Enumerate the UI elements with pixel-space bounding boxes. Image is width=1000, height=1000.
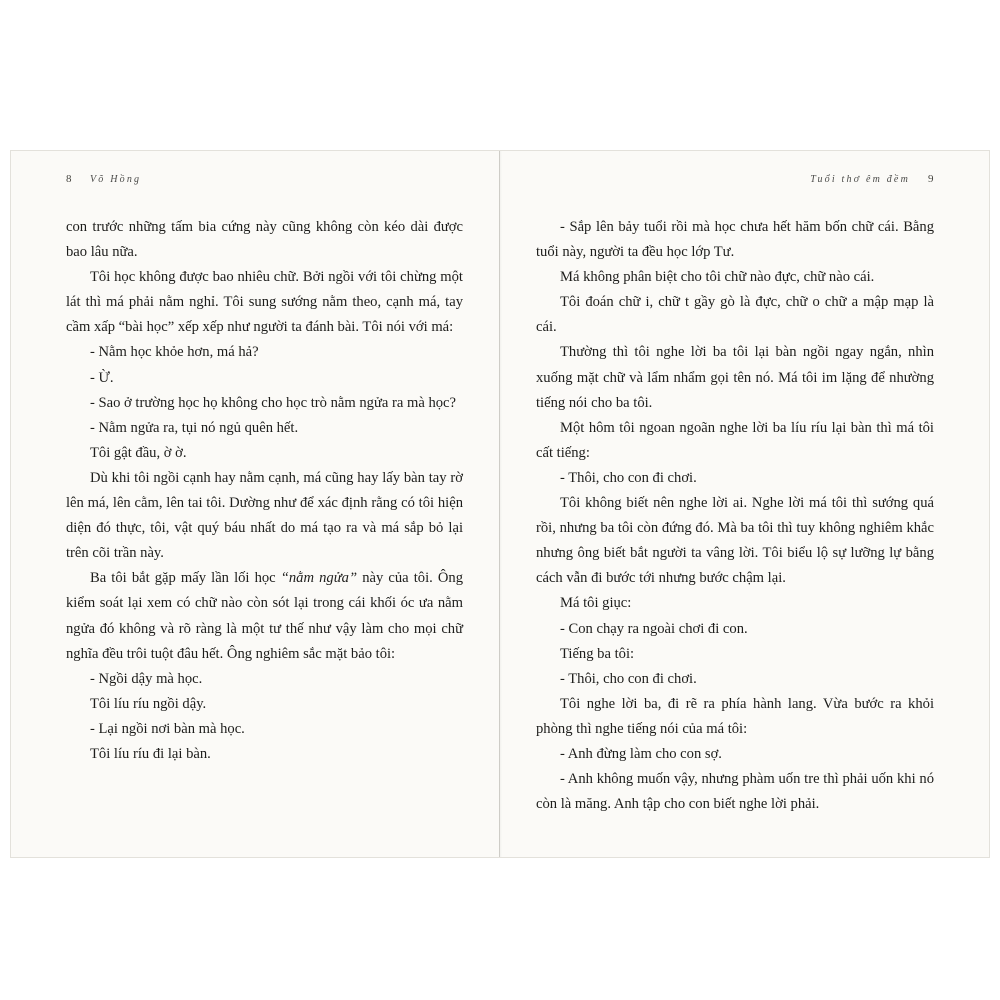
paragraph: Tiếng ba tôi: [560,645,635,662]
paragraph: Một hôm tôi ngoan ngoãn nghe lời ba líu ríu lại bàn thì má tôi cất tiếng: [536,419,934,461]
paragraph: Thường thì tôi nghe lời ba tôi lại bàn ngồi ngay ngắn, nhìn xuống mặt chữ và lẩm nhẩm gọi tên nó. Má tôi im lặng để nhường tiếng nói cho ba tôi. [536,344,934,411]
paragraph: Tôi gật đầu, ờ ờ. [90,444,187,461]
right-page-body [536,215,934,817]
paragraph: - Ừ. [90,369,114,386]
paragraph: - Sao ở trường học họ không cho học trò nằm ngửa ra mà học? [90,394,457,411]
paragraph: - Sắp lên bảy tuổi rồi mà học chưa hết hăm bốn chữ cái. Bằng tuổi này, người ta đều học lớp Tư. [536,219,934,261]
right-page [500,151,989,857]
paragraph: - Con chạy ra ngoài chơi đi con. [560,620,748,637]
paragraph: Tôi líu ríu đi lại bàn. [90,745,211,762]
paragraph: Tôi không biết nên nghe lời ai. Nghe lời má tôi thì sướng quá rồi, nhưng ba tôi còn đứng đó. Mà ba tôi thì tuy không nghiêm khắc nhưng ông biết bắt người ta vâng lời. Tôi biểu lộ sự lưỡng lự bằng cách vẫn đi bước tới nhưng bước chậm lại. [536,495,934,587]
paragraph: Tôi đoán chữ i, chữ t gầy gò là đực, chữ o chữ a mập mạp là cái. [536,294,934,336]
paragraph: - Lại ngồi nơi bàn mà học. [90,720,245,737]
left-page-header [66,173,463,199]
paragraph: - Anh đừng làm cho con sợ. [560,745,722,762]
right-page-folio: 9 [928,173,934,185]
paragraph: Tôi líu ríu ngồi dậy. [90,695,207,712]
paragraph: - Ngồi dậy mà học. [90,670,203,687]
paragraph: con trước những tấm bia cứng này cũng không còn kéo dài được bao lâu nữa. [66,219,463,261]
paragraph: - Thôi, cho con đi chơi. [560,670,697,687]
left-page-body [66,215,463,767]
paragraph: Dù khi tôi ngồi cạnh hay nằm cạnh, má cũng hay lấy bàn tay rờ lên má, lên cằm, lên tai tôi. Dường như để xác định rằng có tôi hiện diện đó thực, tôi, vật quý báu nhất do má tạo ra và má sắp bỏ lại trên cõi trần này. [66,469,463,562]
paragraph: Ba tôi bắt gặp mấy lần lối học “nằm ngửa” này của tôi. Ông kiểm soát lại xem có chữ nào còn sót lại trong cái khối óc ưa nằm ngửa đó không và rõ ràng là một tư thế như vậy làm cho mọi chữ nghĩa đều trôi tuột đâu hết. Ông nghiêm sắc mặt bảo tôi: [66,570,464,662]
left-page-running-head: Võ Hồng [90,174,142,185]
paragraph: Má tôi giục: [560,595,632,612]
paragraph: Tôi học không được bao nhiêu chữ. Bởi ngồi với tôi chừng một lát thì má phải nằm nghỉ. Tôi sung sướng nằm theo, cạnh má, tay cầm xấp “bài học” xếp xếp như người ta đánh bài. Tôi nói với má: [66,269,463,336]
paragraph: - Anh không muốn vậy, nhưng phàm uốn tre thì phải uốn khi nó còn là măng. Anh tập cho con biết nghe lời phải. [536,771,934,813]
paragraph: - Nằm ngửa ra, tụi nó ngủ quên hết. [90,419,299,436]
left-page-folio: 8 [66,173,72,185]
book-spread [10,150,990,858]
paragraph: Má không phân biệt cho tôi chữ nào đực, chữ nào cái. [560,269,875,286]
left-page [11,151,500,857]
paragraph: Tôi nghe lời ba, đi rẽ ra phía hành lang. Vừa bước ra khỏi phòng thì nghe tiếng nói của má tôi: [536,695,934,737]
paragraph: - Nằm học khỏe hơn, má hả? [90,344,259,361]
paragraph: - Thôi, cho con đi chơi. [560,469,697,486]
right-page-header [536,173,934,199]
right-page-running-head: Tuổi thơ êm đềm [810,174,910,185]
